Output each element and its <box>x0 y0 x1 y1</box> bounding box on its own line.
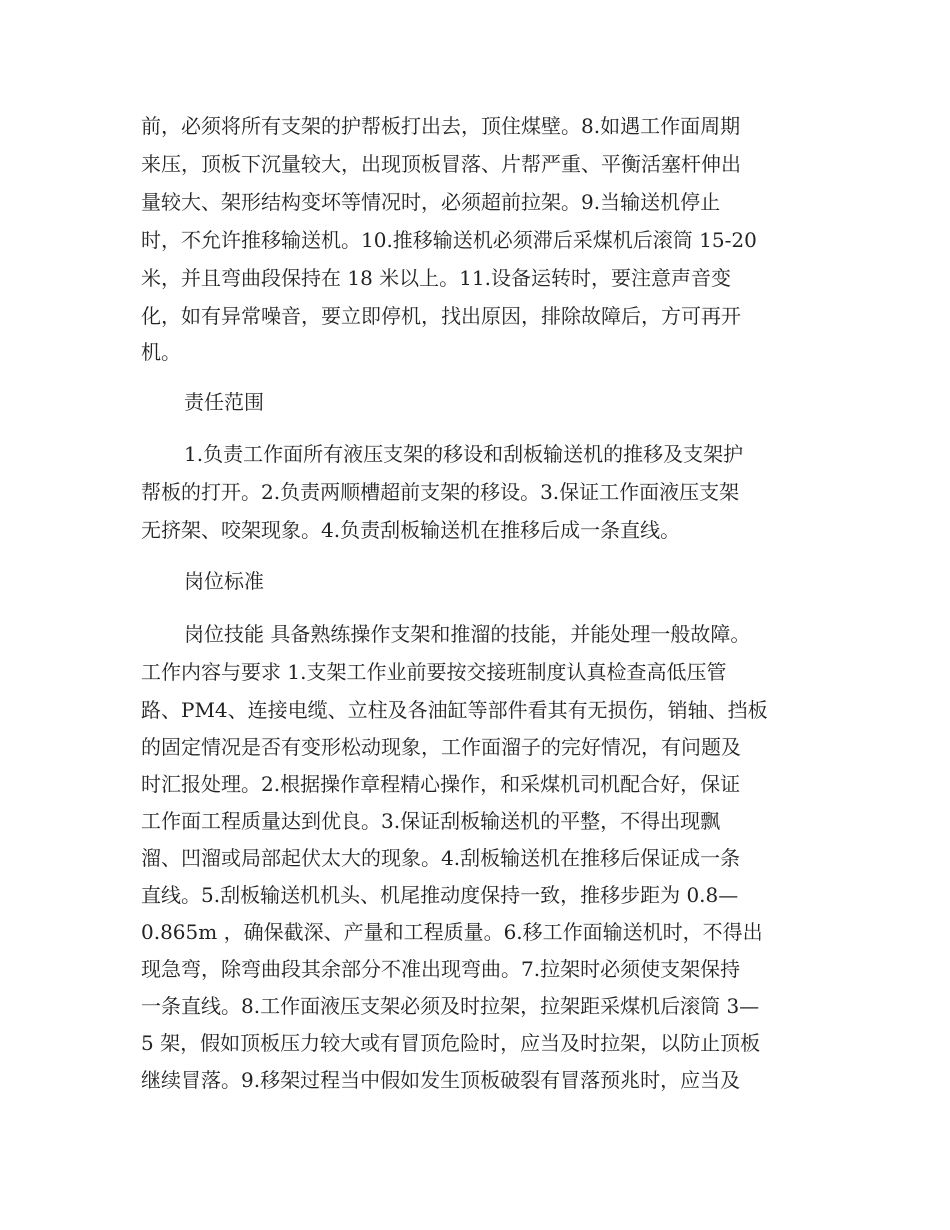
body-text-line: 无挤架、咬架现象。4.负责刮板输送机在推移后成一条直线。 <box>141 518 681 542</box>
body-text-line: 0.865m ，确保截深、产量和工程质量。6.移工作面输送机时，不得出 <box>141 920 763 944</box>
body-text-line: 工作内容与要求 1.支架工作业前要按交接班制度认真检查高低压管 <box>141 660 727 684</box>
body-text-line: 化，如有异常噪音，要立即停机，找出原因，排除故障后，方可再开 <box>141 304 741 328</box>
body-text-line: 1.负责工作面所有液压支架的移设和刮板输送机的推移及支架护 <box>184 442 744 466</box>
body-text-line: 路、PM4、连接电缆、立柱及各油缸等部件看其有无损伤，销轴、挡板 <box>141 698 768 722</box>
body-text-line: 机。 <box>141 340 181 364</box>
body-text-line: 5 架，假如顶板压力较大或有冒顶危险时，应当及时拉架，以防止顶板 <box>141 1031 761 1055</box>
body-text-line: 一条直线。8.工作面液压支架必须及时拉架，拉架距采煤机后滚筒 3— <box>141 994 760 1018</box>
body-text-line: 时汇报处理。2.根据操作章程精心操作，和采煤机司机配合好，保证 <box>141 772 741 796</box>
body-text-line: 直线。5.刮板输送机机头、机尾推动度保持一致，推移步距为 0.8— <box>141 883 739 907</box>
body-text-line: 帮板的打开。2.负责两顺槽超前支架的移设。3.保证工作面液压支架 <box>141 480 740 504</box>
body-text-line: 溜、凹溜或局部起伏太大的现象。4.刮板输送机在推移后保证成一条 <box>141 846 741 870</box>
body-text-line: 继续冒落。9.移架过程当中假如发生顶板破裂有冒落预兆时，应当及 <box>141 1068 741 1092</box>
body-text-line: 来压，顶板下沉量较大，出现顶板冒落、片帮严重、平衡活塞杆伸出 <box>141 152 741 176</box>
body-text-line: 工作面工程质量达到优良。3.保证刮板输送机的平整，不得出现飘 <box>141 809 721 833</box>
section-heading-responsibility: 责任范围 <box>184 390 264 414</box>
body-text-line: 前，必须将所有支架的护帮板打出去，顶住煤壁。8.如遇工作面周期 <box>141 114 741 138</box>
body-text-line: 时，不允许推移输送机。10.推移输送机必须滞后采煤机后滚筒 15-20 <box>141 228 757 252</box>
body-text-line: 的固定情况是否有变形松动现象，工作面溜子的完好情况，有问题及 <box>141 735 741 759</box>
body-text-line: 现急弯，除弯曲段其余部分不准出现弯曲。7.拉架时必须使支架保持 <box>141 957 741 981</box>
section-heading-standard: 岗位标准 <box>184 569 264 593</box>
body-text-line: 量较大、架形结构变坏等情况时，必须超前拉架。9.当输送机停止 <box>141 190 721 214</box>
body-text-line: 岗位技能 具备熟练操作支架和推溜的技能，并能处理一般故障。 <box>184 622 751 646</box>
body-text-line: 米，并且弯曲段保持在 18 米以上。11.设备运转时，要注意声音变 <box>141 266 731 290</box>
